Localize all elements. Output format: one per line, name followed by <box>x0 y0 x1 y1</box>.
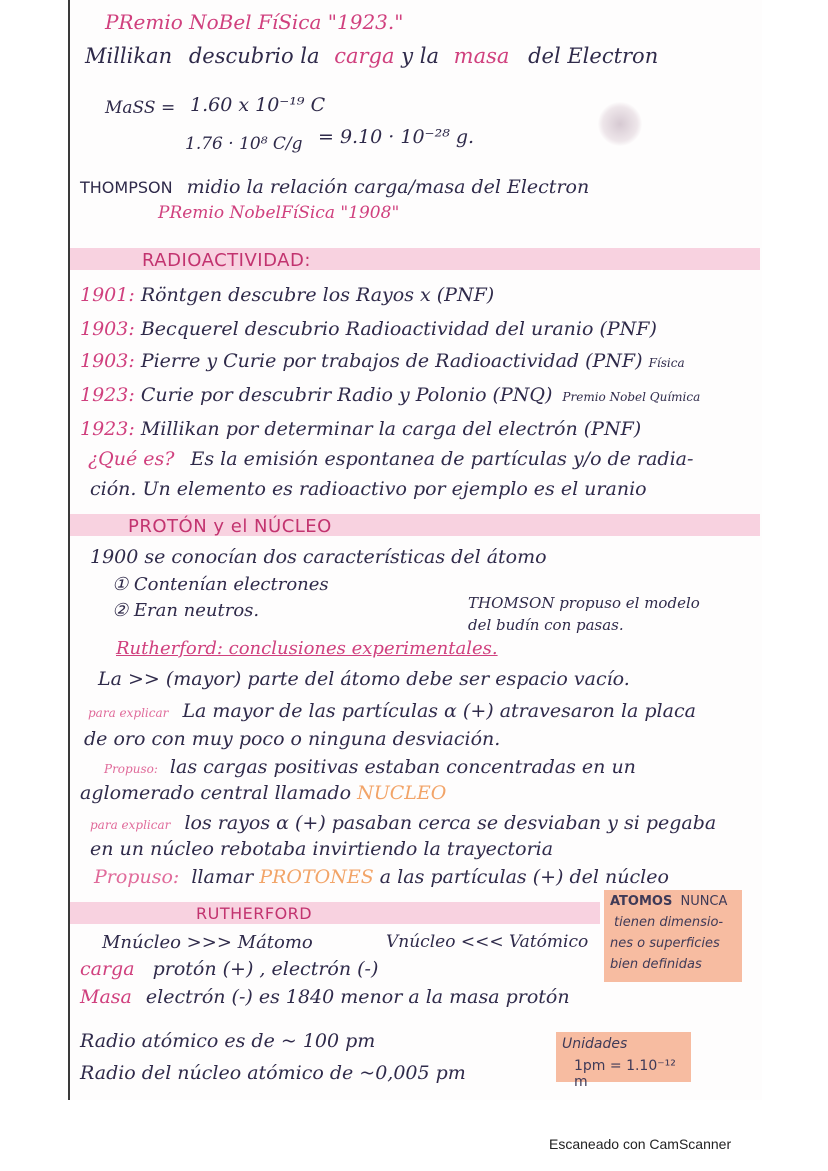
rutherford-conclusions-title: Rutherford: conclusiones experimentales. <box>116 638 498 659</box>
propuso-1-text: las cargas positivas estaban concentradas en un <box>169 756 636 778</box>
thompson-name: THOMPSON <box>80 178 173 197</box>
millikan-line <box>85 44 658 68</box>
note-fisica: Física <box>648 356 685 370</box>
note-quimica: Premio Nobel Química <box>562 390 701 404</box>
proton-point-2: ② Eran neutros. <box>112 600 260 621</box>
millikan-masa: masa <box>453 44 510 68</box>
thompson-line <box>80 176 589 198</box>
mass-compare: Mnúcleo >>> Mátomo <box>102 932 313 953</box>
conclusion-2-line <box>88 700 696 722</box>
propuso-1-label: Propuso: <box>104 762 158 776</box>
definition-text-1: Es la emisión espontanea de partículas y/o de radia- <box>190 448 694 470</box>
premio-1908: PRemio NobelFíSica "1908" <box>158 203 400 223</box>
radio-item-4-text: Curie por descubrir Radio y Polonio (PNQ) <box>140 384 553 406</box>
carga-text: protón (+) , electrón (-) <box>152 958 379 980</box>
definition-line-1 <box>88 448 693 470</box>
radio-item-5 <box>80 418 641 440</box>
sticky-unidades-value: 1pm = 1.10⁻¹² m <box>574 1058 676 1090</box>
mass-value-1: 1.60 x 10⁻¹⁹ C <box>190 94 326 116</box>
vol-compare: Vnúcleo <<< Vatómico <box>386 932 589 952</box>
radioactividad-heading: RADIOACTIVIDAD: <box>142 250 311 271</box>
radio-item-1-text: Röntgen descubre los Rayos x (PNF) <box>140 284 495 306</box>
protones-word: PROTONES <box>259 866 374 888</box>
explicar-2-label: para explicar <box>90 818 171 832</box>
millikan-del-electron: del Electron <box>528 44 659 68</box>
radio-item-4 <box>80 384 700 406</box>
mass-label: MaSS = <box>105 98 176 118</box>
mass-value-2: 1.76 · 10⁸ C/g <box>185 134 303 154</box>
para-explicar-1: para explicar <box>88 706 169 720</box>
sticky-atomos-line3: nes o superficies <box>610 936 720 951</box>
definition-question: ¿Qué es? <box>88 448 175 470</box>
propuso-1-line-2 <box>80 782 446 804</box>
radio-item-5-year: 1923: <box>80 418 135 440</box>
sticky-atomos <box>604 890 742 982</box>
propuso-2-text-a: llamar <box>191 866 254 888</box>
proton-point-1: ① Contenían electrones <box>112 574 329 595</box>
explicar-2-line <box>90 812 716 834</box>
propuso-2-text-b: a las partículas (+) del núcleo <box>379 866 669 888</box>
propuso-2-line <box>94 866 669 888</box>
masa-label: Masa <box>80 986 132 1008</box>
radio-item-4-year: 1923: <box>80 384 135 406</box>
radio-atomico: Radio atómico es de ~ 100 pm <box>80 1030 376 1052</box>
nucleo-word: NUCLEO <box>357 782 447 804</box>
radio-item-1-year: 1901: <box>80 284 135 306</box>
definition-line-2: ción. Un elemento es radioactivo por ejemplo es el uranio <box>90 478 647 500</box>
proton-intro: 1900 se conocían dos características del átomo <box>90 546 547 568</box>
rutherford-heading: RUTHERFORD <box>196 904 313 923</box>
conclusion-3: de oro con muy poco o ninguna desviación. <box>84 728 501 750</box>
thomson-note-1: THOMSON propuso el modelo <box>468 594 700 612</box>
propuso-1-line <box>104 756 636 778</box>
radio-item-2-text: Becquerel descubrio Radioactividad del uranio (PNF) <box>140 318 657 340</box>
millikan-descubrio: descubrio la <box>188 44 320 68</box>
radio-item-3 <box>80 350 685 372</box>
radio-item-3-year: 1903: <box>80 350 135 372</box>
premio-1923: PRemio NoBel FíSica "1923." <box>105 10 404 34</box>
sticky-atomos-line4: bien definidas <box>610 957 702 972</box>
radio-item-2 <box>80 318 657 340</box>
conclusion-2: La mayor de las partículas α (+) atravesaron la placa <box>182 700 696 722</box>
rutherford-highlight <box>70 902 600 924</box>
radio-item-3-text: Pierre y Curie por trabajos de Radioactividad (PNF) <box>140 350 643 372</box>
sticky-atomos-line2: tienen dimensio- <box>614 915 724 930</box>
millikan-carga: carga <box>334 44 395 68</box>
carga-line <box>80 958 378 980</box>
radio-item-2-year: 1903: <box>80 318 135 340</box>
propuso-2-label: Propuso: <box>94 866 180 888</box>
masa-line <box>80 986 570 1008</box>
mass-value-3: = 9.10 · 10⁻²⁸ g. <box>318 126 475 148</box>
explicar-2-text: los rayos α (+) pasaban cerca se desviaban y si pegaba <box>184 812 717 834</box>
millikan-name: Millikan <box>85 44 173 68</box>
propuso-1-text-2: aglomerado central llamado <box>80 782 352 804</box>
sticky-atomos-title-line <box>610 894 727 909</box>
sticky-unidades <box>556 1032 691 1090</box>
thompson-text: midio la relación carga/masa del Electron <box>186 176 590 198</box>
explicar-2-text-2: en un núcleo rebotaba invirtiendo la trayectoria <box>90 838 554 860</box>
carga-label: carga <box>80 958 135 980</box>
radio-item-1 <box>80 284 494 306</box>
sticky-unidades-title: Unidades <box>562 1036 628 1052</box>
camscanner-watermark: Escaneado con CamScanner <box>549 1136 732 1152</box>
radio-nucleo: Radio del núcleo atómico de ~0,005 pm <box>80 1062 466 1084</box>
sticky-atomos-title: ATOMOS <box>610 894 673 909</box>
proton-heading: PROTÓN y el NÚCLEO <box>128 516 332 537</box>
millikan-y-la: y la <box>401 44 439 68</box>
radio-item-5-text: Millikan por determinar la carga del electrón (PNF) <box>140 418 642 440</box>
conclusion-1: La >> (mayor) parte del átomo debe ser espacio vacío. <box>98 668 630 690</box>
thomson-note-2: del budín con pasas. <box>468 616 624 634</box>
masa-text: electrón (-) es 1840 menor a la masa protón <box>145 986 570 1008</box>
sticky-atomos-line1: NUNCA <box>680 894 728 909</box>
ink-blot <box>598 102 642 146</box>
